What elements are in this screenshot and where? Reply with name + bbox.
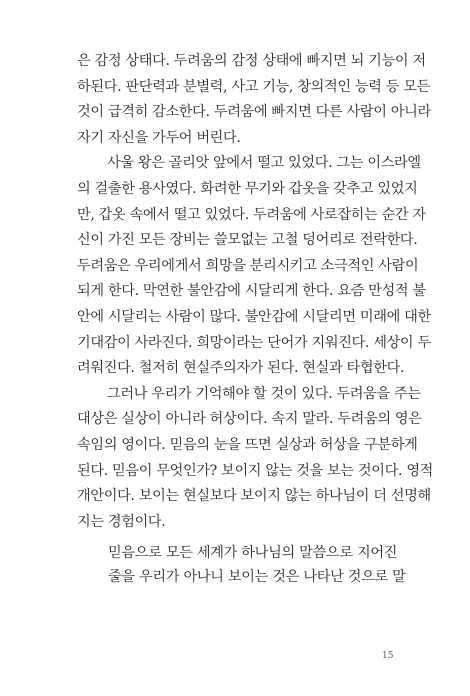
text-line: 의 걸출한 용사였다. 화려한 무기와 갑옷을 갖추고 있었지	[77, 180, 418, 197]
text-line: 안에 시달리는 사람이 많다. 불안감에 시달리면 미래에 대한	[77, 308, 431, 325]
paragraph-1	[77, 49, 431, 151]
text-line: 지는 경험이다.	[77, 513, 166, 530]
text-line: 두려움은 우리에게서 희망을 분리시키고 소극적인 사람이	[77, 257, 419, 274]
text-line: 되게 한다. 막연한 불안감에 시달리게 한다. 요즘 만성적 불	[77, 283, 426, 300]
text-line: 개안이다. 보이는 현실보다 보이지 않는 하나님이 더 선명해	[77, 488, 431, 505]
body-text	[77, 49, 434, 535]
text-line: 기대감이 사라진다. 희망이라는 단어가 지워진다. 세상이 두	[77, 334, 431, 351]
page-number: 15	[382, 651, 394, 661]
quote-line: 줄을 우리가 아나니 보이는 것은 나타난 것으로 말	[108, 569, 406, 585]
quote-line: 믿음으로 모든 세계가 하나님의 말씀으로 지어진	[108, 545, 398, 561]
text-line: 속임의 영이다. 믿음의 눈을 뜨면 실상과 허상을 구분하게	[77, 436, 418, 453]
paragraph-2	[77, 151, 431, 381]
text-line: 신이 가진 모든 장비는 쓸모없는 고철 덩어리로 전락한다.	[77, 232, 418, 249]
text-line: 그러나 우리가 기억해야 할 것이 있다. 두려움을 주는	[107, 385, 421, 402]
text-line: 사울 왕은 골리앗 앞에서 떨고 있었다. 그는 이스라엘	[107, 155, 421, 172]
text-line: 된다. 믿음이 무엇인가? 보이지 않는 것을 보는 것이다. 영적	[77, 462, 434, 479]
text-line: 은 감정 상태다. 두려움의 감정 상태에 빠지면 뇌 기능이 저	[77, 53, 426, 69]
text-line: 려워진다. 철저히 현실주의자가 된다. 현실과 타협한다.	[77, 360, 405, 377]
text-line: 것이 급격히 감소한다. 두려움에 빠지면 다른 사람이 아니라	[77, 104, 431, 121]
paragraph-3	[77, 382, 434, 536]
text-line: 만, 갑옷 속에서 떨고 있었다. 두려움에 사로잡히는 순간 자	[77, 206, 426, 223]
scripture-quote	[108, 541, 406, 589]
text-line: 하된다. 판단력과 분별력, 사고 기능, 창의적인 능력 등 모든	[77, 78, 430, 95]
text-line: 자기 자신을 가두어 버린다.	[77, 129, 241, 146]
text-line: 대상은 실상이 아니라 허상이다. 속지 말라. 두려움의 영은	[77, 411, 422, 428]
